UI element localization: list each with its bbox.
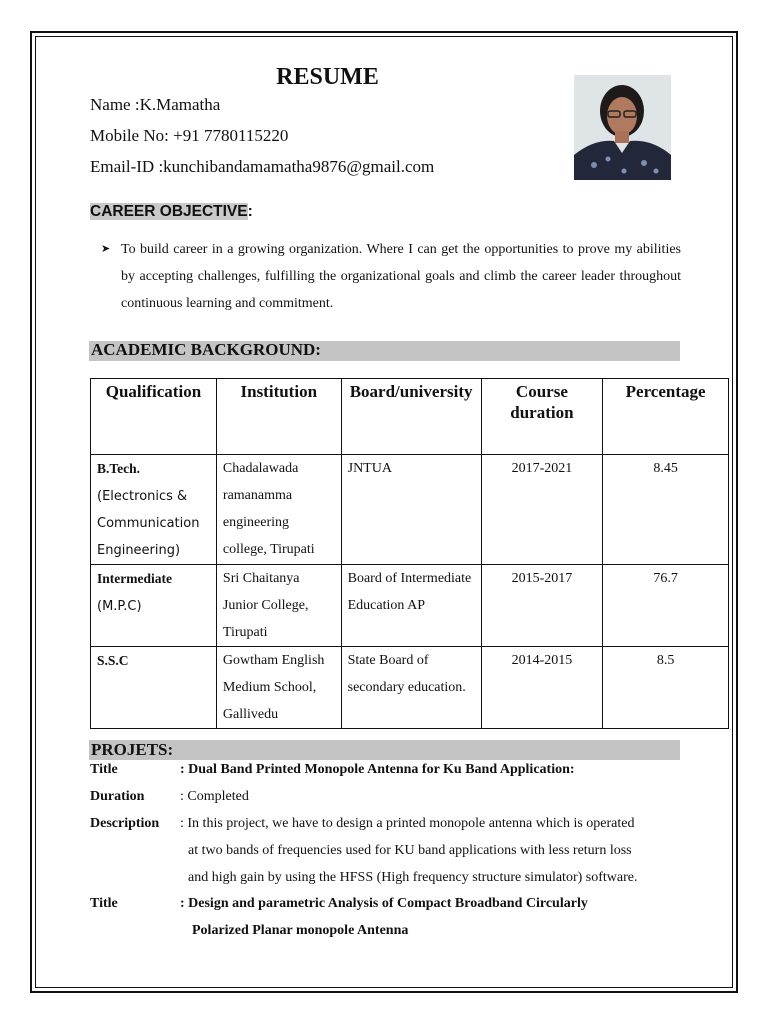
projects-heading: PROJETS: [91, 740, 174, 759]
institution-cell: Sri Chaitanya Junior College, Tirupati [216, 565, 341, 647]
institution-cell: Gowtham English Medium School, Gallivedu [216, 647, 341, 729]
qualification-name: S.S.C [97, 653, 129, 668]
header-qualification: Qualification [91, 379, 217, 455]
career-objective-text: To build career in a growing organization. Where I can get the opportunities to prove my abilities by accepting challenges, fulfilling the organizational goals and climb the career leader throughout continuous learning and commitment. [121, 242, 681, 311]
qualification-detail: (M.P.C) [97, 599, 142, 614]
arrow-bullet-icon: ➤ [101, 243, 111, 255]
project2-title-line2: Polarized Planar monopole Antenna [192, 923, 409, 938]
academic-table-header-row [91, 379, 729, 455]
header-duration: Course duration [481, 379, 603, 455]
academic-table [90, 378, 729, 729]
institution-cell: Chadalawada ramanamma engineering college, Tirupati [216, 455, 341, 565]
career-objective-block [101, 236, 681, 317]
career-objective-colon: : [247, 203, 253, 220]
project1-title-label: Title [90, 762, 118, 777]
header-percentage: Percentage [603, 379, 729, 455]
board-cell: JNTUA [341, 455, 481, 565]
mobile-line: Mobile No: +91 7780115220 [90, 126, 289, 145]
project2-title-label: Title [90, 896, 118, 911]
profile-photo-image [574, 75, 671, 180]
projects-heading-band [89, 740, 680, 760]
table-row [91, 565, 729, 647]
academic-heading: ACADEMIC BACKGROUND: [91, 340, 321, 359]
duration-cell: 2014-2015 [481, 647, 603, 729]
career-objective-heading-text: CAREER OBJECTIVE [90, 203, 248, 220]
name-line: Name :K.Mamatha [90, 95, 221, 114]
header-institution: Institution [216, 379, 341, 455]
duration-cell: 2017-2021 [481, 455, 603, 565]
qualification-name: B.Tech. [97, 461, 141, 476]
project1-duration: : Completed [180, 789, 249, 804]
project1-description-line2: at two bands of frequencies used for KU band applications with less return loss [188, 843, 632, 858]
board-cell: Board of Intermediate Education AP [341, 565, 481, 647]
board-cell: State Board of secondary education. [341, 647, 481, 729]
project1-duration-label: Duration [90, 789, 145, 804]
table-row [91, 647, 729, 729]
project1-title: : Dual Band Printed Monopole Antenna for Ku Band Application: [180, 762, 575, 777]
qualification-detail: (Electronics & Communication Engineering) [97, 489, 200, 558]
duration-cell: 2015-2017 [481, 565, 603, 647]
table-row [91, 455, 729, 565]
resume-title: RESUME [276, 64, 379, 90]
project1-description-line1: : In this project, we have to design a printed monopole antenna which is operated [180, 816, 635, 831]
email-line: Email-ID :kunchibandamamatha9876@gmail.com [90, 157, 435, 176]
project1-description-label: Description [90, 816, 160, 831]
percentage-cell: 8.45 [603, 455, 729, 565]
career-objective-heading [90, 203, 253, 221]
qualification-cell [91, 647, 217, 729]
profile-photo [574, 75, 671, 180]
qualification-name: Intermediate [97, 571, 172, 586]
percentage-cell: 76.7 [603, 565, 729, 647]
qualification-cell [91, 455, 217, 565]
qualification-cell [91, 565, 217, 647]
project1-description-line3: and high gain by using the HFSS (High frequency structure simulator) software. [188, 870, 638, 885]
percentage-cell: 8.5 [603, 647, 729, 729]
header-board: Board/university [341, 379, 481, 455]
project2-title-line1: : Design and parametric Analysis of Compact Broadband Circularly [180, 896, 588, 911]
